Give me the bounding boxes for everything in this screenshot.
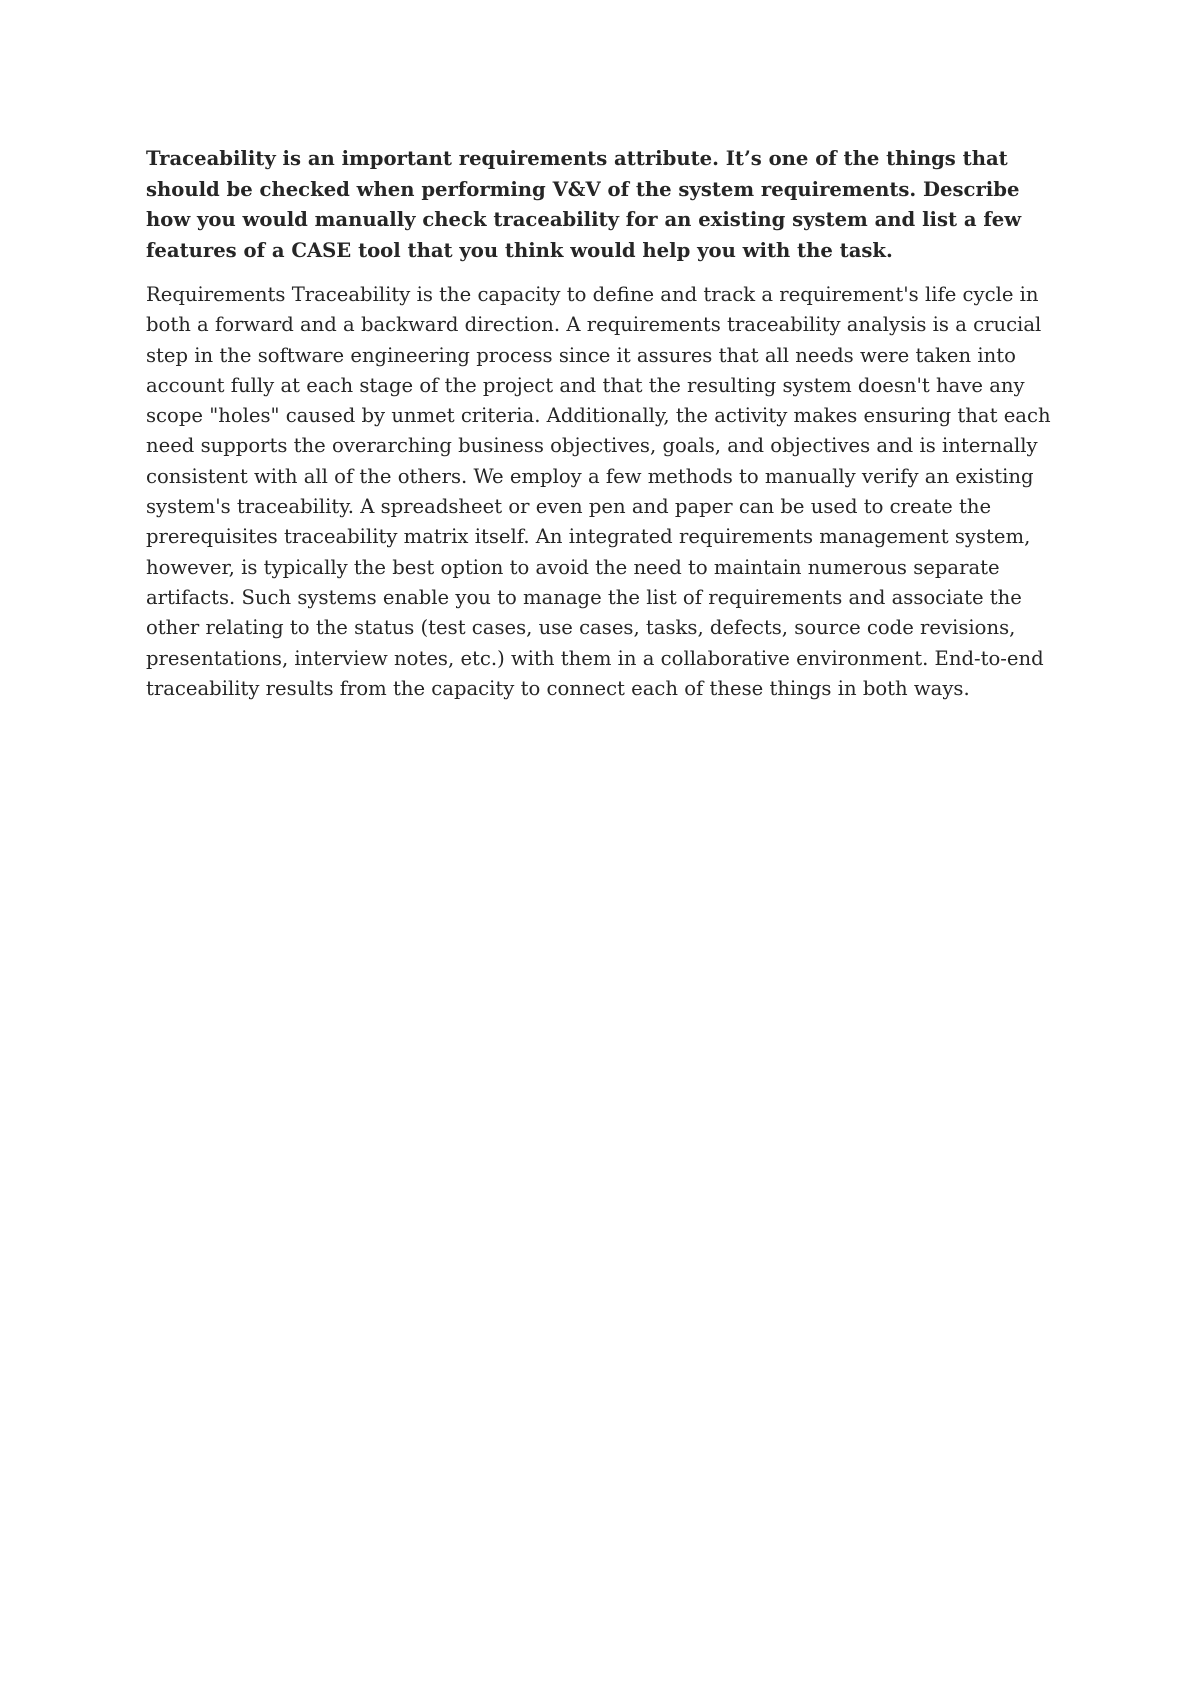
document-body: [146, 144, 1064, 704]
answer-paragraph: Requirements Traceability is the capacity to define and track a requirement's life cycle in both a forward and a backward direction. A requirements traceability analysis is a crucial step in the software engineering process since it assures that all needs were taken into account fully at each stage of the project and that the resulting system doesn't have any scope "holes" caused by unmet criteria. Additionally, the activity makes ensuring that each need supports the overarching business objectives, goals, and objectives and is internally consistent with all of the others. We employ a few methods to manually verify an existing system's traceability. A spreadsheet or even pen and paper can be used to create the prerequisites traceability matrix itself. An integrated requirements management system, however, is typically the best option to avoid the need to maintain numerous separate artifacts. Such systems enable you to manage the list of requirements and associate the other relating to the status (test cases, use cases, tasks, defects, source code revisions, presentations, interview notes, etc.) with them in a collaborative environment. End-to-end traceability results from the capacity to connect each of these things in both ways.: [146, 283, 1051, 700]
question-paragraph: Traceability is an important requirements attribute. It’s one of the things that should be checked when performing V&V of the system requirements. Describe how you would manually check traceability for an existing system and list a few features of a CASE tool that you think would help you with the task.: [146, 147, 1022, 262]
